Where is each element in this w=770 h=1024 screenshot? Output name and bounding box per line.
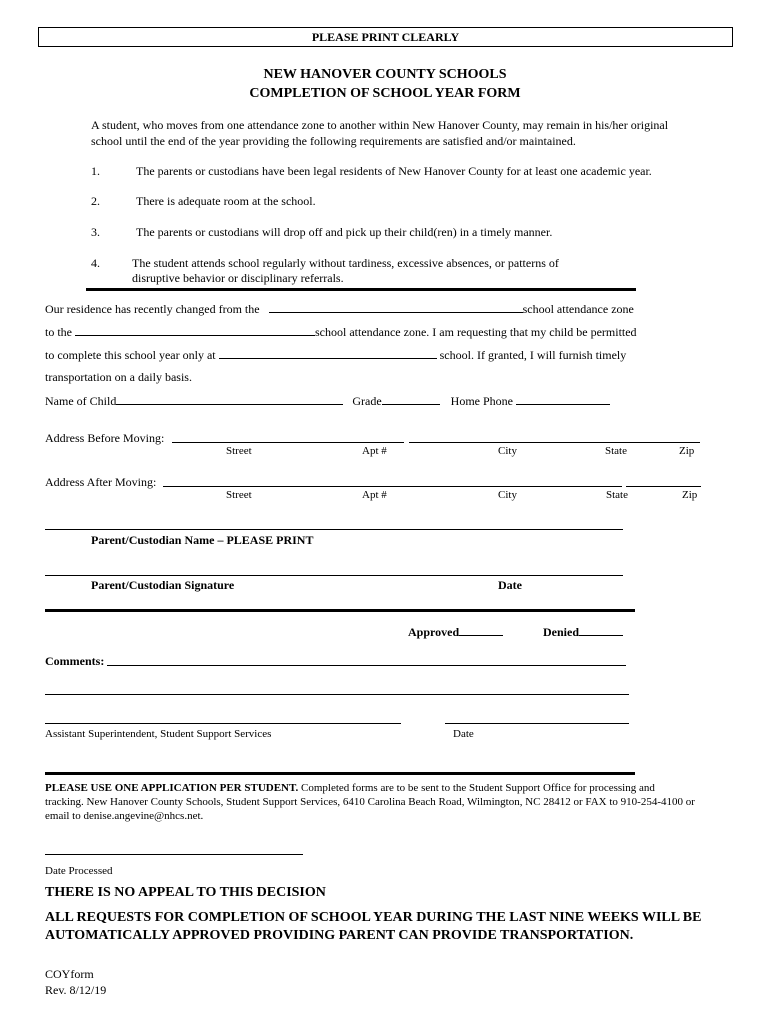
section-divider	[86, 288, 636, 291]
grade-field[interactable]	[382, 393, 440, 405]
denied-field[interactable]	[579, 624, 623, 636]
residence-line-4: transportation on a daily basis.	[45, 370, 192, 384]
apt-caption: Apt #	[362, 445, 387, 457]
furnish-transport-label: school. If granted, I will furnish timely	[439, 348, 627, 362]
comments-field-line-2[interactable]	[45, 694, 629, 695]
approved-label: Approved	[408, 625, 460, 639]
to-zone-field[interactable]	[75, 324, 315, 336]
form-title-name: COMPLETION OF SCHOOL YEAR FORM	[249, 86, 521, 101]
requirement-number: 4.	[91, 256, 100, 270]
last-nine-weeks-statement-2: AUTOMATICALLY APPROVED PROVIDING PARENT CAN PROVIDE TRANSPORTATION.	[45, 928, 634, 943]
intro-line-2: school until the end of the year providing the following requirements are satisfied and/or maintained.	[91, 134, 576, 148]
approved-row	[408, 624, 503, 640]
city-caption: City	[498, 445, 517, 457]
requirement-number: 2.	[91, 194, 100, 208]
superintendent-date-label: Date	[453, 728, 474, 740]
superintendent-date-field[interactable]	[445, 723, 629, 724]
to-zone-label: school attendance zone. I am requesting that my child be permitted	[315, 325, 637, 339]
street-caption: Street	[226, 489, 252, 501]
address-after-label: Address After Moving:	[45, 475, 157, 489]
parent-date-label: Date	[498, 578, 522, 592]
parent-name-label: Parent/Custodian Name – PLEASE PRINT	[91, 533, 314, 547]
form-code: COYform	[45, 967, 94, 981]
to-label: to the	[45, 325, 72, 339]
state-caption: State	[605, 445, 627, 457]
street-caption: Street	[226, 445, 252, 457]
school-name-field[interactable]	[219, 347, 437, 359]
residence-line-2	[45, 324, 637, 340]
comments-field[interactable]	[107, 665, 626, 666]
requirement-text: There is adequate room at the school.	[136, 194, 316, 208]
requirement-text: The parents or custodians will drop off and pick up their child(ren) in a timely manner.	[136, 225, 553, 239]
child-name-field[interactable]	[116, 393, 343, 405]
requirement-text-cont: disruptive behavior or disciplinary referrals.	[132, 271, 344, 285]
approved-field[interactable]	[459, 624, 503, 636]
child-name-label: Name of Child	[45, 394, 117, 408]
grade-label: Grade	[352, 394, 382, 408]
last-nine-weeks-statement-1: ALL REQUESTS FOR COMPLETION OF SCHOOL YEAR DURING THE LAST NINE WEEKS WILL BE	[45, 910, 702, 925]
residence-line-3	[45, 347, 626, 363]
address-after-street-field[interactable]	[163, 486, 622, 487]
residence-from-label: Our residence has recently changed from the	[45, 302, 260, 316]
home-phone-field[interactable]	[516, 393, 610, 405]
date-processed-label: Date Processed	[45, 865, 113, 877]
child-info-row	[45, 393, 610, 409]
date-processed-field[interactable]	[45, 854, 303, 855]
one-application-notice: PLEASE USE ONE APPLICATION PER STUDENT.	[45, 782, 299, 794]
residence-zone-label: school attendance zone	[522, 302, 634, 316]
denied-row	[543, 624, 623, 640]
address-before-street-field[interactable]	[172, 442, 404, 443]
submission-notice-line-2: tracking. New Hanover County Schools, Student Support Services, 6410 Carolina Beach Road, Wilmington, NC 28412 or FAX to 910-254-4100 or	[45, 796, 695, 808]
city-caption: City	[498, 489, 517, 501]
residence-line-1	[45, 301, 634, 317]
notice-text: Completed forms are to be sent to the Student Support Office for processing and	[298, 782, 655, 794]
submission-notice-line-1	[45, 782, 655, 794]
address-before-label: Address Before Moving:	[45, 431, 165, 445]
parent-signature-field[interactable]	[45, 575, 623, 576]
from-zone-field[interactable]	[269, 301, 523, 313]
zip-caption: Zip	[679, 445, 695, 457]
address-before-city-field[interactable]	[409, 442, 700, 443]
form-revision: Rev. 8/12/19	[45, 983, 107, 997]
superintendent-signature-field[interactable]	[45, 723, 401, 724]
state-caption: State	[606, 489, 628, 501]
home-phone-label: Home Phone	[450, 394, 513, 408]
apt-caption: Apt #	[362, 489, 387, 501]
parent-name-field[interactable]	[45, 529, 623, 530]
requirement-text: The student attends school regularly without tardiness, excessive absences, or patterns of	[132, 256, 559, 270]
section-divider	[45, 772, 635, 775]
denied-label: Denied	[543, 625, 579, 639]
requirement-text: The parents or custodians have been legal residents of New Hanover County for at least one academic year.	[136, 164, 652, 178]
comments-label: Comments:	[45, 654, 105, 668]
intro-line-1: A student, who moves from one attendance zone to another within New Hanover County, may remain in his/her original	[91, 118, 669, 132]
section-divider	[45, 609, 635, 612]
parent-signature-label: Parent/Custodian Signature	[91, 578, 235, 592]
requirement-number: 3.	[91, 225, 100, 239]
form-title-district: NEW HANOVER COUNTY SCHOOLS	[263, 67, 507, 82]
no-appeal-statement: THERE IS NO APPEAL TO THIS DECISION	[45, 885, 326, 900]
banner-text: PLEASE PRINT CLEARLY	[311, 30, 460, 44]
requirement-number: 1.	[91, 164, 100, 178]
zip-caption: Zip	[682, 489, 698, 501]
complete-year-label: to complete this school year only at	[45, 348, 216, 362]
superintendent-title: Assistant Superintendent, Student Support Services	[45, 728, 272, 740]
address-after-zip-field[interactable]	[626, 486, 701, 487]
print-clearly-banner	[38, 27, 733, 47]
submission-notice-line-3: email to denise.angevine@nhcs.net.	[45, 810, 204, 822]
